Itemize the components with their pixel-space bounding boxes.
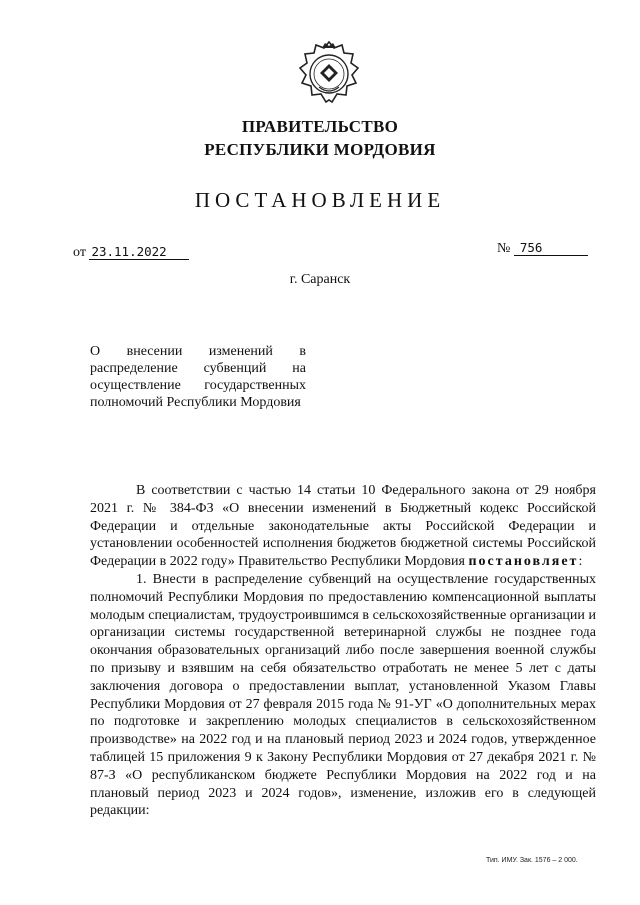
paragraph-preamble [90, 482, 596, 571]
paragraph-item-1: 1. Внести в распределение субвенций на осуществление государственных полномочий Республики Мордовия по предоставлению компенсационной выплаты молодым специалистам, трудоустроившимся в сельскохозяйственные организации и организации системы государственной ветеринарной службы не позднее года окончания образовательных организаций либо после завершения военной службы по призыву и взявшим на себя обязательство отработать не менее 5 лет с даты заключения договора о предоставлении выплат, установленной Указом Главы Республики Мордовия от 27 февраля 2015 года № 91-УГ «О дополнительных мерах по подготовке и закреплению молодых специалистов в сельскохозяйственном производстве» на 2022 год и на плановый период 2023 и 2024 годов, утвержденное таблицей 15 приложения 9 к Закону Республики Мордовия от 27 декабря 2021 г. № 87-З «О республиканском бюджете Республики Мордовия на 2022 год и на плановый период 2023 и 2024 годов», изменение, изложив его в следующей редакции: [90, 571, 596, 819]
document-subject: О внесении изменений в распределение субвенций на осуществление государственных полномочий Республики Мордовия [90, 344, 306, 410]
coat-of-arms-icon [298, 40, 360, 106]
number-value: 756 [514, 240, 588, 256]
preamble-end: : [578, 554, 583, 570]
government-name-line2: РЕСПУБЛИКИ МОРДОВИЯ [204, 140, 436, 159]
preamble-text: В соответствии с частью 14 статьи 10 Федерального закона от 29 ноября 2021 г. № 384-ФЗ «О внесении изменений в Бюджетный кодекс Российской Федерации и отдельные законодательные акты Российской Федерации и установлении особенностей исполнения бюджетов бюджетной системы Российской Федерации в 2022 году» Правительство Республики Мордовия [90, 483, 596, 570]
document-number [497, 240, 588, 257]
document-date [73, 244, 189, 261]
printer-imprint: Тип. ИМУ. Зак. 1576 – 2 000. [486, 857, 578, 864]
number-prefix: № [497, 241, 511, 256]
resolution-verb: постановляет [468, 554, 579, 570]
government-name-line1: ПРАВИТЕЛЬСТВО [241, 117, 399, 136]
document-type-title: ПОСТАНОВЛЕНИЕ [194, 188, 446, 212]
date-value: 23.11.2022 [89, 244, 189, 260]
city: г. Саранск [289, 272, 351, 287]
date-prefix: от [73, 245, 86, 260]
document-body [90, 482, 596, 820]
